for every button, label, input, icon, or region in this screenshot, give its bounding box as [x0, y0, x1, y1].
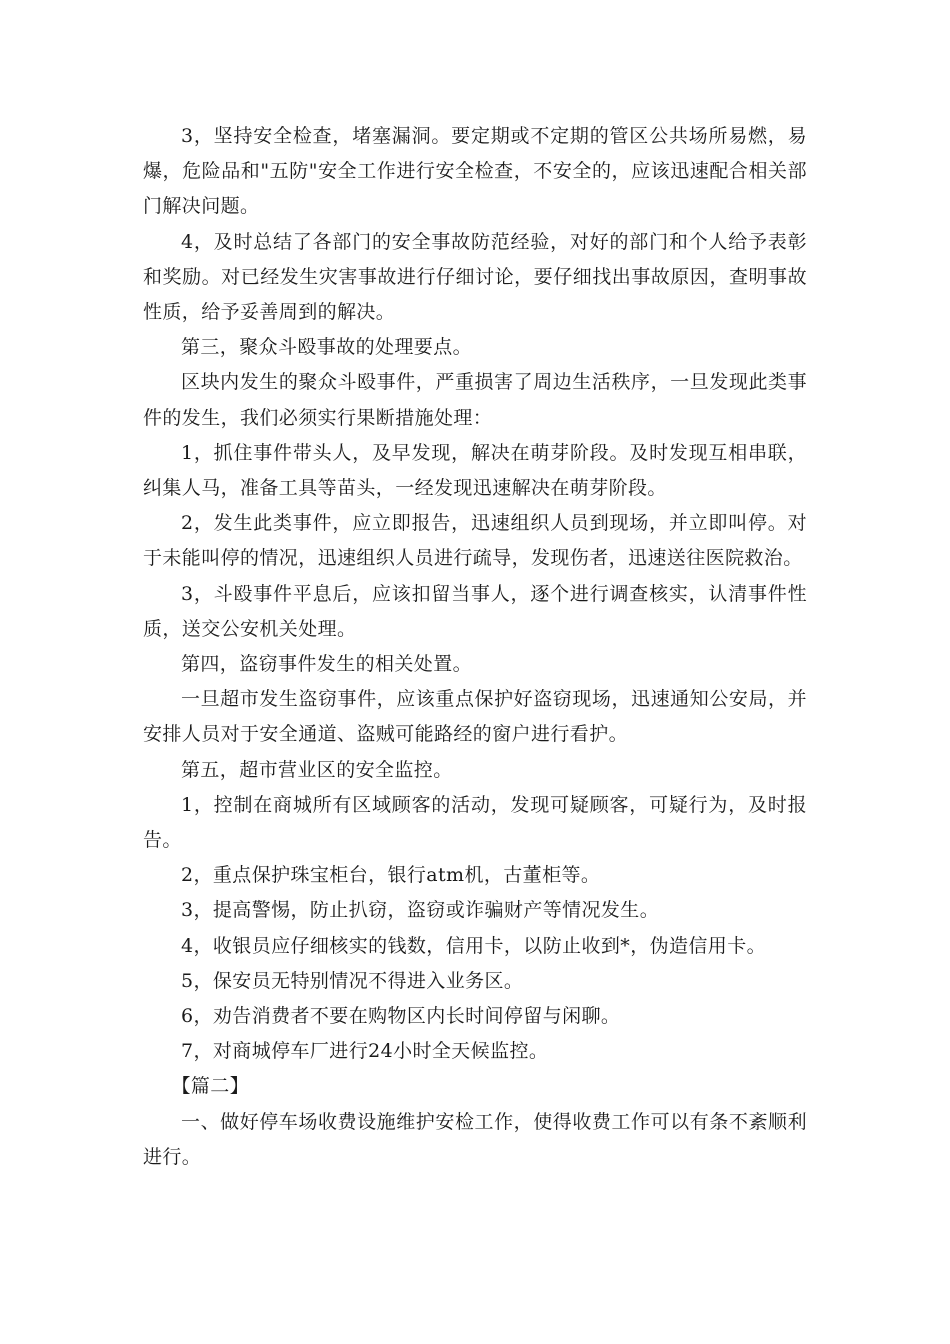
section-heading-brawl: 第三，聚众斗殴事故的处理要点。: [181, 336, 473, 359]
section-heading-monitoring: 第五，超市营业区的安全监控。: [181, 758, 453, 781]
paragraph-safety-inspection: 3，坚持安全检查，堵塞漏洞。要定期或不定期的管区公共场所易燃，易爆，危险品和"五防"安全工作进行安全检查，不安全的，应该迅速配合相关部门解决问题。: [143, 125, 807, 218]
paragraph-accident-prevention: 4，及时总结了各部门的安全事故防范经验，对好的部门和个人给予表彰和奖励。对已经发生灾害事故进行仔细讨论，要仔细找出事故原因，查明事故性质，给予妥善周到的解决。: [143, 230, 807, 324]
paragraph-brawl-item-2: 2，发生此类事件，应立即报告，迅速组织人员到现场，并立即叫停。对于未能叫停的情况，迅速组织人员进行疏导，发现伤者，迅速送往医院救治。: [143, 512, 807, 570]
paragraph-monitoring-item-4: 4，收银员应仔细核实的钱数，信用卡，以防止收到*，伪造信用卡。: [181, 934, 766, 957]
paragraph-parking-maintenance: 一、做好停车场收费设施维护安检工作，使得收费工作可以有条不紊顺利进行。: [143, 1110, 807, 1168]
paragraph-brawl-item-1: 1，抓住事件带头人，及早发现，解决在萌芽阶段。及时发现互相串联，纠集人马，准备工具等苗头，一经发现迅速解决在萌芽阶段。: [143, 441, 807, 500]
paragraph-monitoring-item-2: 2，重点保护珠宝柜台，银行atm机，古董柜等。: [181, 864, 601, 887]
part-heading-two: 【篇二】: [171, 1075, 250, 1098]
section-heading-theft: 第四，盗窃事件发生的相关处置。: [181, 653, 473, 676]
document-body: [143, 119, 807, 1175]
paragraph-brawl-item-3: 3，斗殴事件平息后，应该扣留当事人，逐个进行调查核实，认清事件性质，送交公安机关处理。: [143, 582, 807, 640]
paragraph-monitoring-item-6: 6，劝告消费者不要在购物区内长时间停留与闲聊。: [181, 1005, 621, 1028]
paragraph-theft-handling: 一旦超市发生盗窃事件，应该重点保护好盗窃现场，迅速通知公安局，并安排人员对于安全通道、盗贼可能路经的窗户进行看护。: [143, 688, 807, 746]
paragraph-monitoring-item-1: 1，控制在商城所有区域顾客的活动，发现可疑顾客，可疑行为，及时报告。: [143, 793, 807, 852]
paragraph-monitoring-item-3: 3，提高警惕，防止扒窃，盗窃或诈骗财产等情况发生。: [181, 899, 660, 922]
paragraph-monitoring-item-5: 5，保安员无特别情况不得进入业务区。: [181, 969, 524, 992]
paragraph-brawl-intro: 区块内发生的聚众斗殴事件，严重损害了周边生活秩序，一旦发现此类事件的发生，我们必须实行果断措施处理：: [143, 371, 807, 429]
paragraph-monitoring-item-7: 7，对商城停车厂进行24小时全天候监控。: [181, 1040, 549, 1063]
